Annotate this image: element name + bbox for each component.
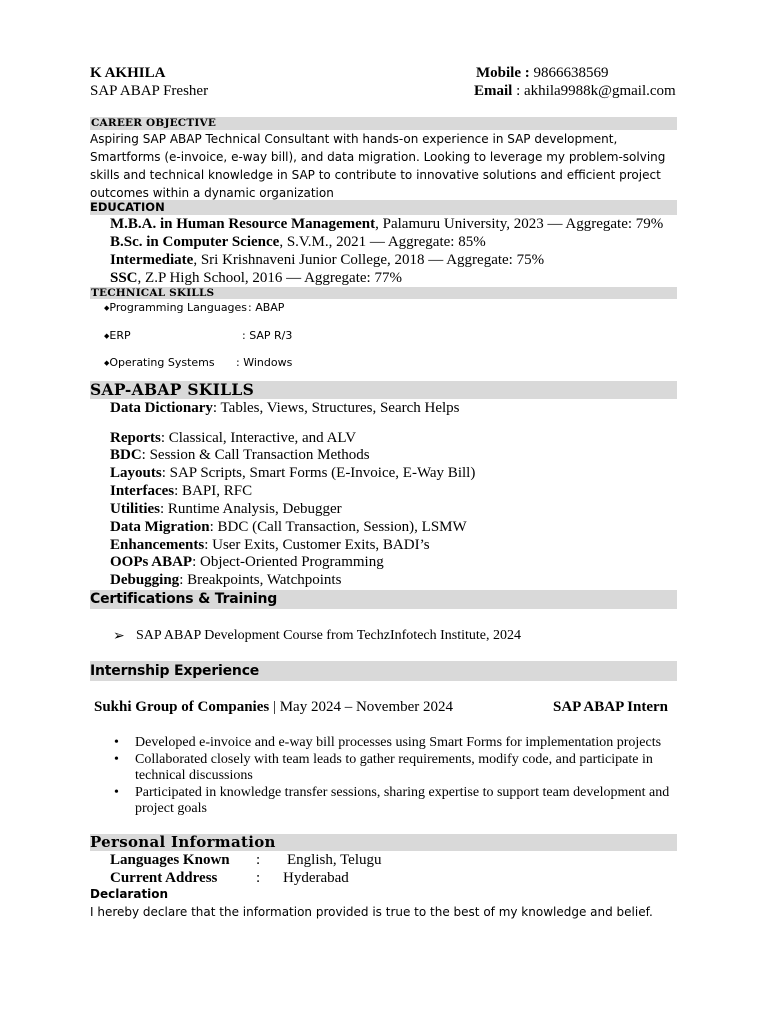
internship-heading: Internship Experience (90, 663, 260, 679)
diamond-bullet-icon: ◆ (104, 332, 110, 340)
mobile-number: 9866638569 (533, 65, 609, 81)
degree: M.B.A. in Human Resource Management (110, 216, 376, 232)
sap-skill-value: : SAP Scripts, Smart Forms (E-Invoice, E-Way Bill) (161, 465, 476, 481)
tech-skill-item (104, 301, 247, 314)
career-heading: CAREER OBJECTIVE (91, 117, 217, 129)
company-name: Sukhi Group of Companies (94, 699, 270, 715)
sap-skill-key: BDC (110, 447, 142, 463)
sap-skill-item (110, 430, 356, 447)
sap-skill-item (110, 554, 384, 571)
tech-skill-item (104, 356, 215, 369)
internship-title: SAP ABAP Intern (553, 699, 669, 715)
education-item (110, 270, 402, 287)
sap-skill-value: : Session & Call Transaction Methods (141, 447, 370, 463)
diamond-bullet-icon: ◆ (104, 304, 110, 312)
career-objective-text: Aspiring SAP ABAP Technical Consultant with hands-on experience in SAP development, Smartforms (e-invoice, e-way bill), and data migration. Looking to leverage my problem-solving skills and technical knowledge in SAP to contribute to innovative solutions and efficient project outcomes within a dynamic organization (90, 132, 666, 200)
sap-skill-value: : Classical, Interactive, and ALV (160, 430, 357, 446)
tech-skill-label: Programming Languages (109, 301, 248, 314)
sap-skills-heading: SAP-ABAP SKILLS (90, 380, 255, 399)
personal-label: Current Address (110, 870, 218, 886)
email-line (474, 83, 676, 100)
sap-skill-key: Interfaces (110, 483, 175, 499)
sap-skill-key: OOPs ABAP (110, 554, 193, 570)
internship-bullets (110, 735, 670, 818)
sap-skill-value: : Tables, Views, Structures, Search Helps (212, 400, 460, 416)
candidate-name: K AKHILA (90, 65, 166, 81)
personal-separator: : (256, 852, 261, 868)
declaration-heading: Declaration (90, 887, 169, 901)
sap-skill-item (110, 400, 460, 417)
tech-skill-value: : Windows (236, 356, 293, 369)
degree: SSC (110, 270, 138, 286)
declaration-text: I hereby declare that the information provided is true to the best of my knowledge and belief. (90, 905, 653, 919)
tech-skill-value: : ABAP (248, 301, 285, 314)
degree-details: , Palamuru University, 2023 — Aggregate: 79% (375, 216, 664, 232)
sap-skill-item (110, 537, 430, 554)
sap-skill-value: : BDC (Call Transaction, Session), LSMW (209, 519, 467, 535)
certification-arrow-icon: ➢ (113, 629, 125, 644)
sap-skill-key: Data Dictionary (110, 400, 213, 416)
internship-period: | May 2024 – November 2024 (269, 699, 454, 715)
tech-skill-item (104, 329, 131, 342)
education-heading-band (90, 200, 677, 215)
sap-skill-value: : Breakpoints, Watchpoints (179, 572, 342, 588)
email-separator: : (516, 83, 521, 99)
personal-separator: : (256, 870, 261, 886)
sap-skill-key: Reports (110, 430, 161, 446)
sap-skill-key: Data Migration (110, 519, 210, 535)
sap-skill-value: : User Exits, Customer Exits, BADI’s (204, 537, 430, 553)
sap-skill-item (110, 519, 467, 536)
sap-skill-value: : Runtime Analysis, Debugger (160, 501, 342, 517)
degree: B.Sc. in Computer Science (110, 234, 280, 250)
list-item: • Participated in knowledge transfer sessions, sharing expertise to support team development and project goals (110, 785, 670, 818)
education-item (110, 216, 663, 233)
sap-skill-item (110, 447, 370, 464)
degree-details: , Z.P High School, 2016 — Aggregate: 77% (137, 270, 402, 286)
degree-details: , S.V.M., 2021 — Aggregate: 85% (279, 234, 486, 250)
candidate-role: SAP ABAP Fresher (90, 83, 209, 99)
sap-skill-item (110, 465, 475, 482)
sap-skill-key: Debugging (110, 572, 180, 588)
certification-item: SAP ABAP Development Course from TechzInfotech Institute, 2024 (136, 628, 521, 643)
education-item (110, 234, 486, 251)
diamond-bullet-icon: ◆ (104, 359, 110, 367)
tech-skill-value: : SAP R/3 (242, 329, 293, 342)
sap-skill-item (110, 572, 341, 589)
sap-skill-value: : Object-Oriented Programming (192, 554, 384, 570)
personal-heading: Personal Information (90, 833, 276, 851)
email-label: Email (474, 83, 513, 99)
degree: Intermediate (110, 252, 194, 268)
sap-skill-item (110, 501, 342, 518)
sap-skill-item (110, 483, 252, 500)
personal-value: Hyderabad (283, 870, 349, 886)
list-item: • Collaborated closely with team leads to gather requirements, modify code, and participate in technical discussions (110, 752, 670, 785)
certifications-heading: Certifications & Training (90, 591, 278, 607)
education-item (110, 252, 544, 269)
list-item: • Developed e-invoice and e-way bill processes using Smart Forms for implementation projects (110, 735, 670, 752)
sap-skill-key: Enhancements (110, 537, 205, 553)
sap-skill-key: Utilities (110, 501, 160, 517)
tech-skill-label: ERP (109, 329, 131, 342)
sap-skill-key: Layouts (110, 465, 162, 481)
technical-heading: TECHNICAL SKILLS (91, 287, 215, 299)
mobile-label: Mobile : (476, 65, 530, 81)
mobile-line (476, 65, 609, 82)
sap-skill-value: : BAPI, RFC (174, 483, 253, 499)
tech-skill-label: Operating Systems (109, 356, 215, 369)
email-address: akhila9988k@gmail.com (524, 83, 676, 99)
internship-company-line (94, 699, 453, 716)
personal-label: Languages Known (110, 852, 230, 868)
education-heading: EDUCATION (90, 200, 165, 214)
degree-details: , Sri Krishnaveni Junior College, 2018 — Aggregate: 75% (193, 252, 545, 268)
personal-value: English, Telugu (287, 852, 382, 868)
